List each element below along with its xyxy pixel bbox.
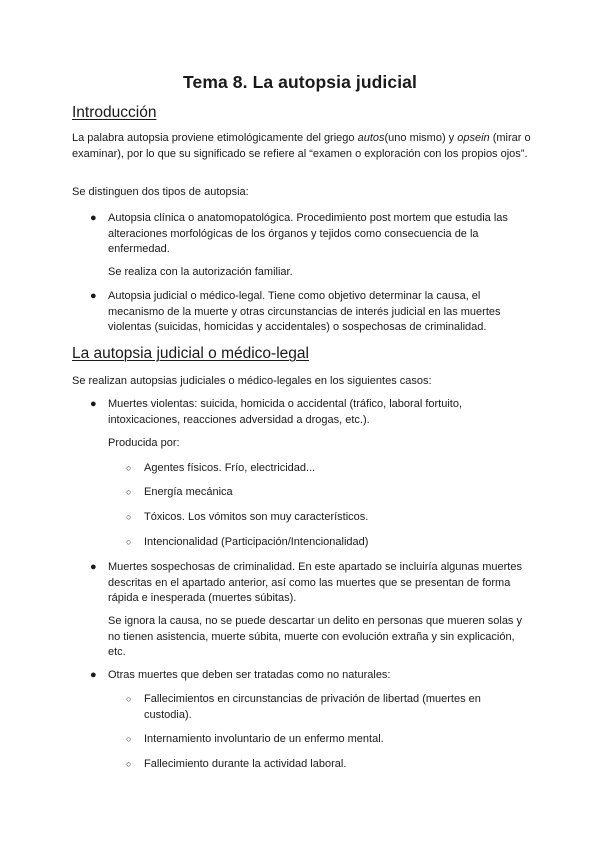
list-item-muertes-sospechosas: Muertes sospechosas de criminalidad. En este apartado se incluiría algunas muertes descritas en el apartado anterior, así como las muertes que se presentan de forma rápida e inesperada (muertes súbitas). [108, 561, 522, 605]
intro-paragraph: La palabra autopsia proviene etimológicamente del griego autos(uno mismo) y opsein (mirar o examinar), por lo que su significado se refiere al “examen o exploración con los propios ojos”. [72, 132, 531, 160]
sub-item: Tóxicos. Los vómitos son muy característicos. [144, 511, 369, 523]
sub-item: Agentes físicos. Frío, electricidad... [144, 462, 316, 474]
sub-item: Internamiento involuntario de un enfermo mental. [144, 733, 384, 745]
list-item-note: Se realiza con la autorización familiar. [108, 266, 293, 278]
list-item-otras-muertes: Otras muertes que deben ser tratadas como no naturales: [108, 669, 391, 681]
list-item-note: Producida por: [108, 437, 180, 449]
list-item-autopsia-clinica: Autopsia clínica o anatomopatológica. Procedimiento post mortem que estudia las alteraciones morfológicas de los órganos y tejidos como consecuencia de la enfermedad. [108, 212, 508, 256]
section-heading-introduccion: Introducción [72, 104, 157, 121]
sub-bullet-icon: ○ [126, 759, 132, 769]
bullet-icon: ● [90, 669, 97, 681]
list-item-autopsia-judicial: Autopsia judicial o médico-legal. Tiene como objetivo determinar la causa, el mecanismo de la muerte y otras circunstancias de interés judicial en las muertes violentas (suicidas, homicidas y accidentales) o sospechosas de criminalidad. [108, 290, 501, 334]
sub-bullet-icon: ○ [126, 512, 132, 522]
cases-lead: Se realizan autopsias judiciales o médico-legales en los siguientes casos: [72, 375, 432, 387]
sub-item: Fallecimiento durante la actividad laboral. [144, 758, 347, 770]
bullet-icon: ● [90, 398, 97, 410]
sub-bullet-icon: ○ [126, 487, 132, 497]
list-item-muertes-violentas: Muertes violentas: suicida, homicida o accidental (tráfico, laboral fortuito, intoxicaciones, reacciones adversidad a drogas, etc.). [108, 398, 463, 426]
types-lead: Se distinguen dos tipos de autopsia: [72, 186, 249, 198]
section-heading-autopsia-judicial: La autopsia judicial o médico-legal [72, 345, 309, 362]
bullet-icon: ● [90, 212, 97, 224]
term-autos: autos [357, 132, 385, 144]
bullet-icon: ● [90, 290, 97, 302]
sub-bullet-icon: ○ [126, 463, 132, 473]
sub-bullet-icon: ○ [126, 694, 132, 704]
sub-item: Energía mecánica [144, 486, 233, 498]
list-item-note: Se ignora la causa, no se puede descartar un delito en personas que mueren solas y no tienen asistencia, muerte súbita, muerte con evolución extraña y sin explicación, etc. [108, 615, 522, 659]
term-opsein: opsein [457, 132, 490, 144]
document-title: Tema 8. La autopsia judicial [183, 72, 417, 92]
sub-bullet-icon: ○ [126, 734, 132, 744]
sub-bullet-icon: ○ [126, 537, 132, 547]
bullet-icon: ● [90, 561, 97, 573]
sub-item: Fallecimientos en circunstancias de privación de libertad (muertes en custodia). [144, 693, 481, 721]
sub-item: Intencionalidad (Participación/Intencionalidad) [144, 536, 369, 548]
